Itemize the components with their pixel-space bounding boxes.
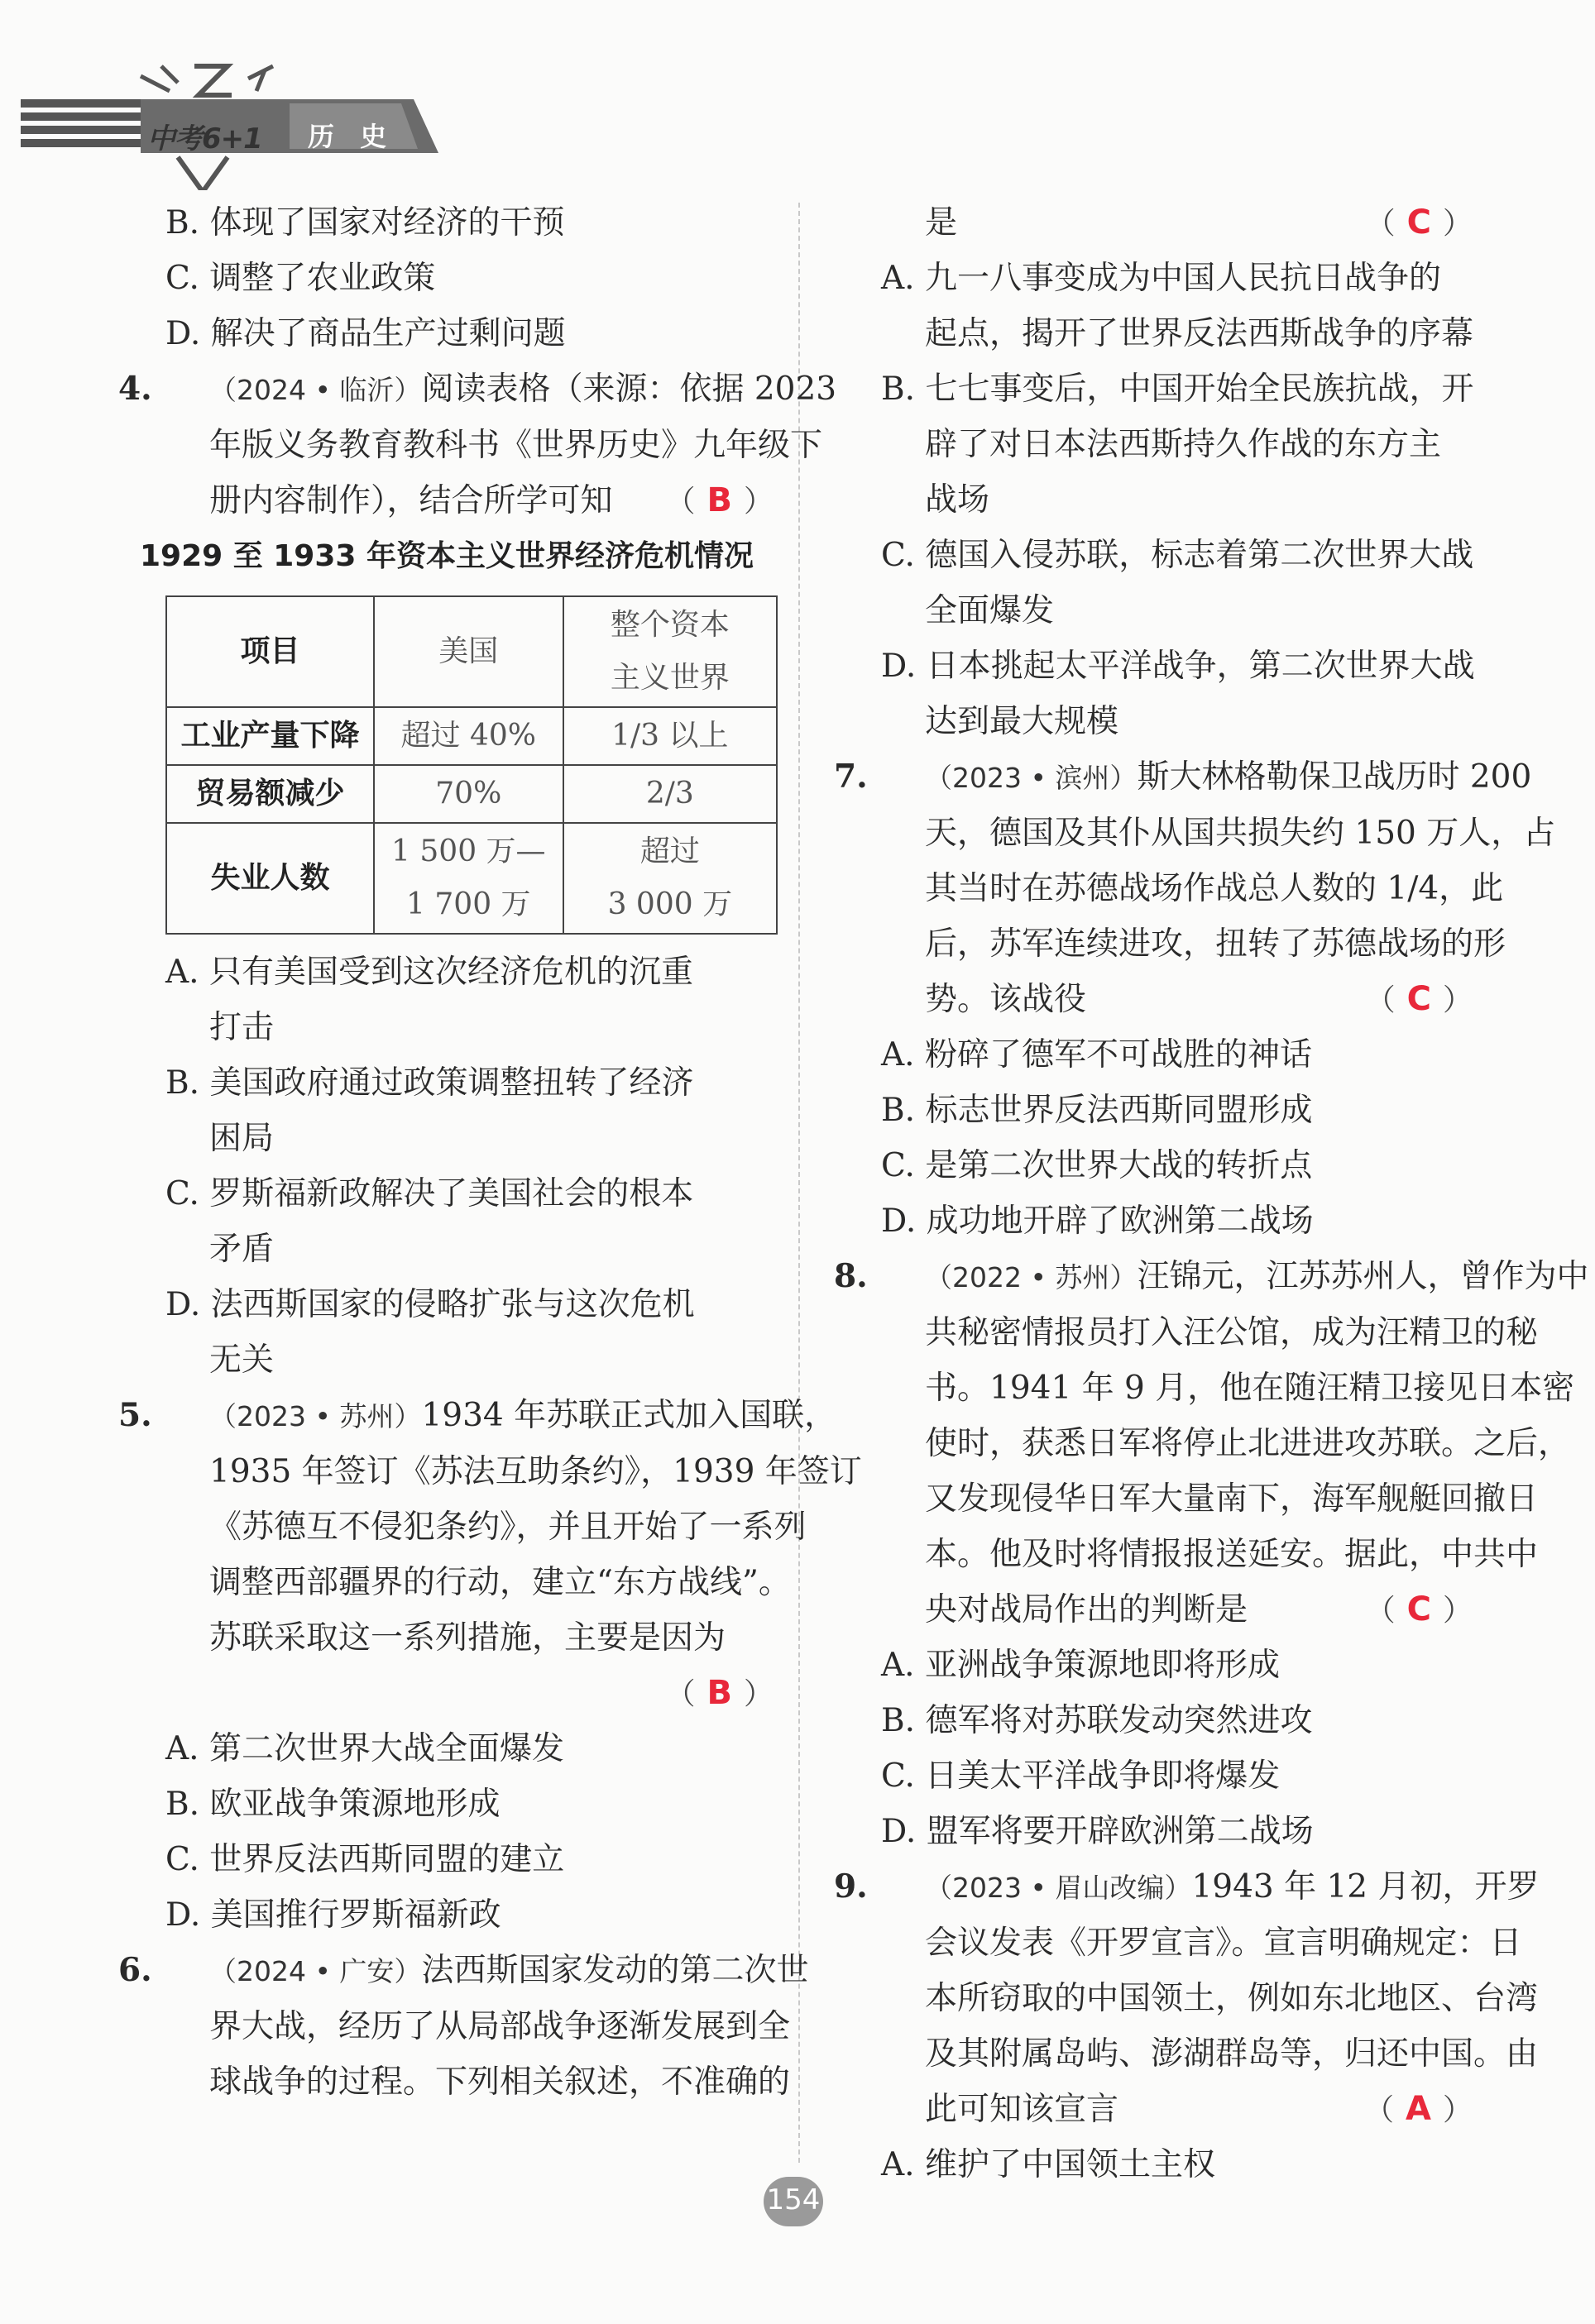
question-text: 1935 年签订《苏法互助条约》，1939 年签订 (209, 1453, 862, 1490)
table-cell: 失业人数 (166, 823, 374, 934)
option-b-cont: 战场 (925, 481, 990, 519)
answer-letter: C (1406, 203, 1431, 241)
answer-marker: （ C ） (1365, 980, 1473, 1018)
option-a: A. 亚洲战争策源地即将形成 (881, 1647, 1280, 1684)
question-text: 册内容制作），结合所学可知 （ B ） (120, 473, 774, 528)
question-text: 及其附属岛屿、澎湖群岛等，归还中国。由 (925, 2035, 1539, 2073)
question-text: 汪锦元，江苏苏州人，曾作为中 (1137, 1258, 1589, 1295)
question-text: 苏联采取这一系列措施，主要是因为 (209, 1619, 726, 1657)
option-c: C. 世界反法西斯同盟的建立 (165, 1841, 565, 1878)
question-number: 4. (118, 370, 152, 408)
table-cell: 超过 3 000 万 (563, 823, 777, 934)
question-number: 9. (834, 1867, 868, 1906)
question-text: 界大战，经历了从局部战争逐渐发展到全 (209, 2008, 791, 2045)
answer-letter: B (706, 1674, 732, 1712)
logo-text: 中考6+1 (147, 122, 262, 155)
question-source: （2023 • 苏州） (209, 1400, 422, 1432)
question-6 (118, 1943, 809, 1999)
question-8 (834, 1249, 1589, 1305)
option-a: A. 第二次世界大战全面爆发 (165, 1730, 564, 1767)
crisis-table (165, 595, 778, 935)
option-d-cont: 无关 (209, 1341, 275, 1379)
question-number: 8. (834, 1257, 868, 1295)
answer-letter: C (1406, 980, 1431, 1018)
question-text: 使时，获悉日军将停止北进进攻苏联。之后， (925, 1425, 1571, 1462)
question-text: 书。1941 年 9 月，他在随汪精卫接见日本密 (925, 1370, 1575, 1407)
option-c: C. 罗斯福新政解决了美国社会的根本 (165, 1175, 694, 1212)
option-a: A. 只有美国受到这次经济危机的沉重 (165, 954, 693, 991)
table-cell: 70% (374, 765, 563, 823)
answer-marker: （ B ） (665, 481, 774, 519)
subject-label: 历 史 (308, 121, 395, 152)
question-number: 6. (118, 1951, 152, 1989)
right-column (834, 195, 1589, 2192)
option-d-cont: 达到最大规模 (925, 703, 1119, 740)
option-b: B. 体现了国家对经济的干预 (165, 204, 565, 241)
table-caption: 1929 至 1933 年资本主义世界经济危机情况 (140, 539, 754, 573)
question-source: （2023 • 眉山改编） (925, 1872, 1192, 1904)
question-number: 7. (834, 758, 868, 796)
question-text: 本。他及时将情报报送延安。据此，中共中 (925, 1536, 1539, 1573)
question-9 (834, 1859, 1540, 1915)
option-b-cont: 辟了对日本法西斯持久作战的东方主 (925, 426, 1442, 463)
answer-marker: （ B ） (665, 1674, 774, 1712)
table-cell: 贸易额减少 (166, 765, 374, 823)
question-text: 本所窃取的中国领土，例如东北地区、台湾 (925, 1980, 1539, 2017)
table-cell: 1 500 万— 1 700 万 (374, 823, 563, 934)
column-divider (798, 203, 800, 2163)
question-4 (118, 361, 837, 418)
answer-letter: C (1406, 1590, 1431, 1628)
option-a: A. 维护了中国领土主权 (881, 2146, 1215, 2183)
question-text: 1943 年 12 月初，开罗 (1191, 1868, 1540, 1906)
question-number: 5. (118, 1396, 152, 1434)
page-header (0, 0, 1595, 190)
header-banner-graphic (0, 0, 463, 190)
option-d: D. 日本挑起太平洋战争，第二次世界大战 (881, 648, 1475, 685)
option-c: C. 是第二次世界大战的转折点 (881, 1147, 1313, 1184)
question-text: 1934 年苏联正式加入国联， (421, 1397, 837, 1434)
answer-marker: （ C ） (1365, 203, 1473, 241)
question-text: 央对战局作出的判断是 （ C ） (836, 1582, 1473, 1638)
question-text: 《苏德互不侵犯条约》，并且开始了一系列 (209, 1509, 807, 1546)
option-b: B. 七七事变后，中国开始全民族抗战，开 (881, 371, 1474, 408)
question-text: 斯大林格勒保卫战历时 200 (1137, 758, 1532, 796)
option-c: C. 日美太平洋战争即将爆发 (881, 1757, 1281, 1795)
option-b: B. 欧亚战争策源地形成 (165, 1786, 501, 1823)
option-d: D. 盟军将要开辟欧洲第二战场 (881, 1813, 1314, 1850)
question-source: （2022 • 苏州） (925, 1261, 1138, 1294)
answer-line (120, 1666, 774, 1721)
answer-letter: A (1406, 2090, 1431, 2128)
table-header: 项目 (166, 596, 374, 707)
question-text: 势。该战役 （ C ） (836, 972, 1473, 1027)
option-b: B. 美国政府通过政策调整扭转了经济 (165, 1064, 694, 1102)
option-a-cont: 起点，揭开了世界反法西斯战争的序幕 (925, 315, 1474, 352)
table-cell: 2/3 (563, 765, 777, 823)
question-source: （2024 • 广安） (209, 1955, 422, 1987)
option-c: C. 调整了农业政策 (165, 260, 436, 297)
option-b: B. 标志世界反法西斯同盟形成 (881, 1092, 1313, 1129)
table-header: 美国 (374, 596, 563, 707)
left-column (118, 195, 862, 2110)
option-d: D. 解决了商品生产过剩问题 (165, 315, 566, 352)
question-text: 又发现侵华日军大量南下，海军舰艇回撤日 (925, 1480, 1539, 1518)
question-text: 会议发表《开罗宣言》。宣言明确规定：日 (925, 1925, 1522, 1962)
table-cell: 超过 40% (374, 707, 563, 765)
option-c-cont: 矛盾 (209, 1231, 275, 1268)
question-text: 共秘密情报员打入汪公馆，成为汪精卫的秘 (925, 1314, 1539, 1351)
option-c-cont: 全面爆发 (925, 592, 1055, 629)
answer-marker: （ C ） (1365, 1590, 1473, 1628)
question-text: 此可知该宣言 （ A ） (836, 2082, 1473, 2137)
page-number: 154 (766, 2183, 821, 2216)
option-d: D. 成功地开辟了欧洲第二战场 (881, 1203, 1314, 1240)
question-text: 球战争的过程。下列相关叙述，不准确的 (209, 2063, 791, 2101)
table-cell: 工业产量下降 (166, 707, 374, 765)
question-text: 是 （ C ） (836, 195, 1473, 251)
question-source: （2024 • 临沂） (209, 374, 422, 406)
question-text: 其当时在苏德战场作战总人数的 1/4，此 (925, 870, 1504, 907)
question-source: （2023 • 滨州） (925, 762, 1138, 794)
question-7 (834, 749, 1532, 806)
table-cell: 1/3 以上 (563, 707, 777, 765)
option-b-cont: 困局 (209, 1120, 275, 1157)
option-a: A. 九一八事变成为中国人民抗日战争的 (881, 260, 1441, 297)
option-d: D. 美国推行罗斯福新政 (165, 1896, 501, 1934)
question-text: 年版义务教育教科书《世界历史》九年级下 (209, 427, 823, 464)
answer-marker: （ A ） (1364, 2090, 1473, 2128)
question-text: 法西斯国家发动的第二次世 (421, 1952, 809, 1989)
question-text: 阅读表格（来源：依据 2023 (421, 371, 837, 408)
option-d: D. 法西斯国家的侵略扩张与这次危机 (165, 1286, 695, 1323)
option-a: A. 粉碎了德军不可战胜的神话 (881, 1036, 1312, 1074)
option-c: C. 德国入侵苏联，标志着第二次世界大战 (881, 537, 1474, 574)
question-5 (118, 1388, 837, 1444)
table-header: 整个资本 主义世界 (563, 596, 777, 707)
option-a-cont: 打击 (209, 1009, 275, 1046)
question-text: 调整西部疆界的行动，建立“东方战线”。 (209, 1564, 791, 1601)
question-text: 天，德国及其仆从国共损失约 150 万人，占 (925, 815, 1556, 852)
question-text: 后，苏军连续进攻，扭转了苏德战场的形 (925, 925, 1506, 963)
option-b: B. 德军将对苏联发动突然进攻 (881, 1702, 1313, 1739)
answer-letter: B (706, 481, 732, 519)
